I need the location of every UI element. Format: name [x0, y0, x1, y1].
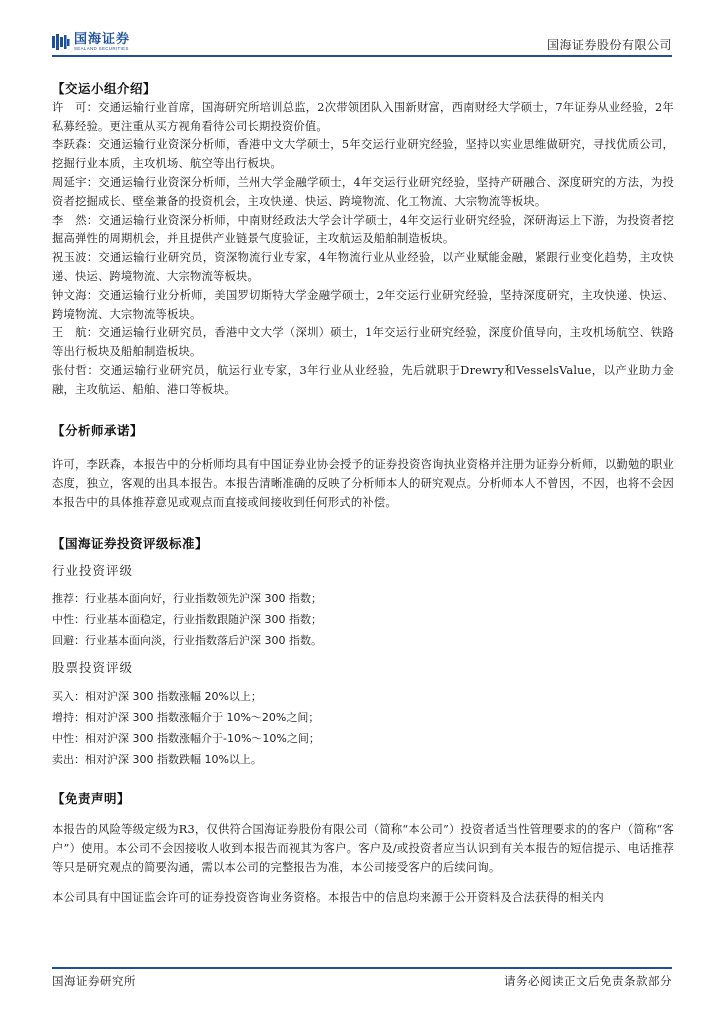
- company-logo: [52, 33, 130, 52]
- team-member: [52, 324, 674, 362]
- team-member: [52, 287, 674, 325]
- industry-rating-item: 回避：行业基本面向淡，行业指数落后沪深 300 指数。: [52, 634, 322, 648]
- commitment-text: 许可，李跃森，本报告中的分析师均具有中国证券业协会授予的证券投资咨询执业资格并注册为证券分析师，以勤勉的职业态度，独立，客观的出具本报告。本报告清晰准确的反映了分析师本人的研究观点。分析师本人不曾因，不因，也将不会因本报告中的具体推荐意见或观点而直接或间接收到任何形式的补偿。: [52, 458, 674, 509]
- team-member: [52, 99, 674, 137]
- stock-rating-item: 买入：相对沪深 300 指数涨幅 20%以上；: [52, 690, 262, 704]
- stock-rating-item: 卖出：相对沪深 300 指数跌幅 10%以上。: [52, 753, 262, 767]
- member-name: 钟文海：: [52, 288, 99, 302]
- ratings-section-title: 【国海证券投资评级标准】: [52, 535, 209, 551]
- logo-chinese-text: 国海证券: [74, 32, 131, 47]
- header-company-name: 国海证券股份有限公司: [546, 38, 672, 52]
- team-member-list: [52, 99, 674, 400]
- stock-rating-heading: 股票投资评级: [52, 660, 134, 676]
- commitment-section-title: 【分析师承诺】: [52, 422, 144, 438]
- member-bio: 交通运输行业资深分析师，兰州大学金融学硕士，4年交运行业研究经验，坚持产研融合、深度研究的方法，为投资者挖掘成长、壁垒兼备的投资机会，主攻快递、快运、跨境物流、化工物流、大宗物流等板块。: [52, 175, 674, 208]
- member-name: 张付哲：: [52, 363, 100, 377]
- stock-rating-item: 增持：相对沪深 300 指数涨幅介于 10%～20%之间；: [52, 711, 320, 725]
- industry-rating-list: [52, 588, 674, 651]
- team-member: [52, 174, 674, 212]
- member-name: 王 航：: [52, 326, 99, 340]
- disclaimer-section-title: 【免责声明】: [52, 791, 131, 807]
- team-member: [52, 362, 674, 400]
- stock-rating-item: 中性：相对沪深 300 指数涨幅介于-10%～10%之间；: [52, 732, 320, 746]
- disclaimer-paragraph: 本报告的风险等级定级为R3，仅供符合国海证券股份有限公司（简称“本公司”）投资者适当性管理要求的的客户（简称“客户”）使用。本公司不会因接收人收到本报告而视其为客户。客户及/或投资者应当认识到有关本报告的短信提示、电话推荐等只是研究观点的简要沟通，需以本公司的完整报告为准，本公司接受客户的后续问询。: [52, 822, 674, 874]
- member-bio: 交通运输行业分析师，美国罗切斯特大学金融学硕士，2年交运行业研究经验，坚持深度研究，主攻快递、快运、跨境物流、大宗物流等板块。: [52, 288, 674, 321]
- page-content: [52, 80, 674, 908]
- industry-rating-item: 中性：行业基本面稳定，行业指数跟随沪深 300 指数；: [52, 613, 322, 627]
- member-bio: 交通运输行业研究员，香港中文大学（深圳）硕士，1年交运行业研究经验，深度价值导向，主攻机场航空、铁路等出行板块及船舶制造板块。: [52, 326, 674, 359]
- member-bio: 交通运输行业资深分析师，中南财经政法大学会计学硕士，4年交运行业研究经验，深研海运上下游，为投资者挖掘高弹性的周期机会，并且提供产业链景气度验证，主攻航运及船舶制造板块。: [52, 213, 674, 246]
- member-name: 李跃森：: [52, 138, 99, 152]
- team-member: [52, 212, 674, 250]
- member-name: 祝玉波：: [52, 251, 99, 265]
- team-section-title: 【交运小组介绍】: [52, 81, 157, 96]
- disclaimer-paragraph: 本公司具有中国证监会许可的证券投资咨询业务资格。本报告中的信息均来源于公开资料及合法获得的相关内: [52, 891, 604, 905]
- logo-english-text: SEALAND SECURITIES: [74, 46, 129, 51]
- member-bio: 交通运输行业资深分析师，香港中文大学硕士，5年交运行业研究经验，坚持以实业思维做研究，寻找优质公司，挖掘行业本质，主攻机场、航空等出行板块。: [52, 138, 674, 171]
- member-name: 许 可：: [52, 100, 99, 114]
- sealand-logo-icon: [52, 34, 70, 50]
- team-member: [52, 136, 674, 174]
- industry-rating-heading: 行业投资评级: [52, 562, 134, 578]
- page-header: [0, 0, 724, 58]
- member-bio: 交通运输行业研究员，资深物流行业专家，4年物流行业从业经验，以产业赋能金融，紧跟行业变化趋势，主攻快递、快运、跨境物流、大宗物流等板块。: [52, 251, 674, 283]
- footer-institute: 国海证券研究所: [52, 974, 136, 988]
- stock-rating-list: [52, 686, 674, 770]
- member-bio: 交通运输行业研究员，航运行业专家，3年行业从业经验，先后就职于Drewry和VesselsValue，以产业助力金融，主攻航运、船舶、港口等板块。: [52, 363, 674, 396]
- team-member: [52, 249, 674, 287]
- member-bio: 交通运输行业首席，国海研究所培训总监，2次带领团队入围新财富，西南财经大学硕士，7年证券从业经验，2年私募经验。更注重从买方视角看待公司长期投资价值。: [52, 100, 674, 133]
- industry-rating-item: 推荐：行业基本面向好，行业指数领先沪深 300 指数；: [52, 592, 322, 606]
- member-name: 周延宇：: [52, 175, 99, 189]
- member-name: 李 然：: [52, 213, 99, 227]
- header-divider: [52, 55, 672, 57]
- footer-divider: [52, 967, 672, 969]
- footer-notice: 请务必阅读正文后免责条款部分: [504, 974, 672, 988]
